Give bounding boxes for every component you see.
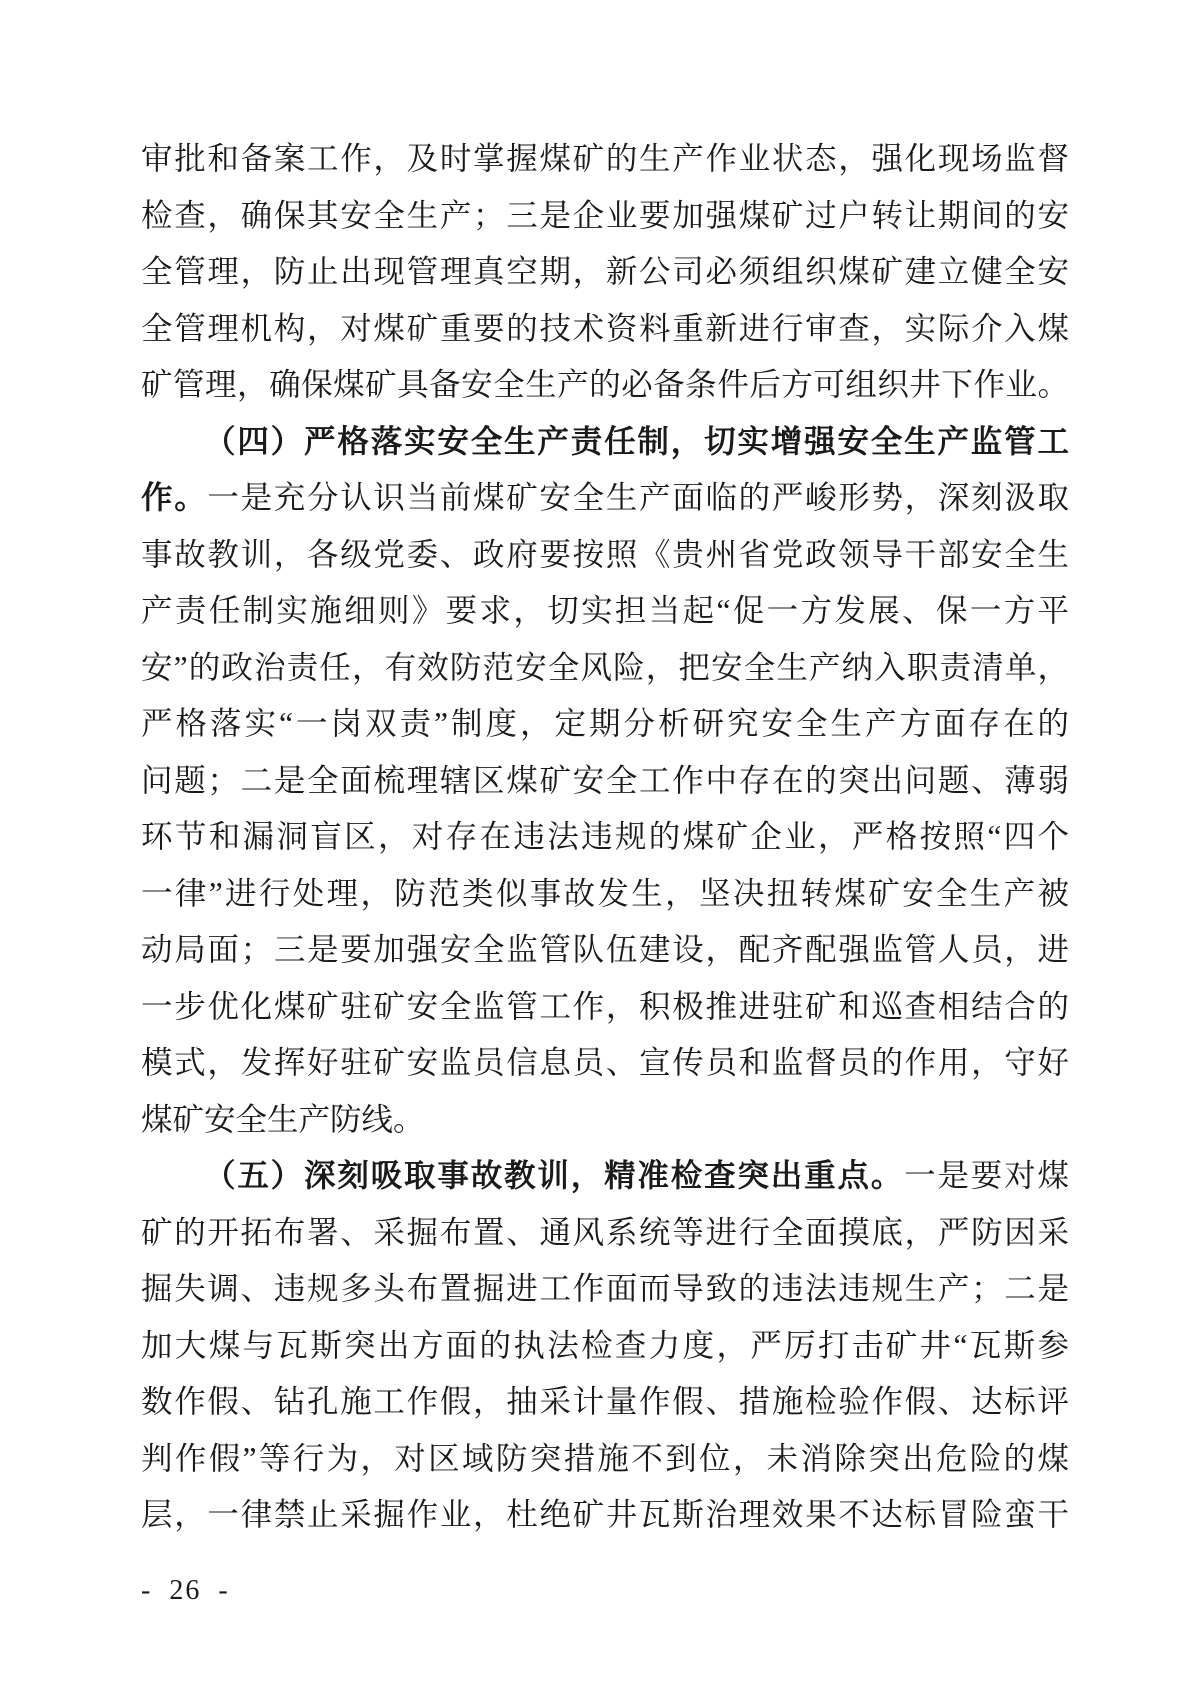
body-text: 数作假、钻孔施工作假，抽采计量作假、措施检验作假、达标评 [141,1384,1069,1419]
body-text: 一律”进行处理，防范类似事故发生，坚决扭转煤矿安全生产被 [141,875,1069,911]
body-text: 模式，发挥好驻矿安监员信息员、宣传员和监督员的作用，守好 [141,1045,1069,1080]
text-line [141,527,1069,584]
text-line [141,583,1069,640]
text-block [141,131,1069,1544]
text-line [141,1431,1069,1488]
text-line [141,1148,1069,1205]
body-text: 掘失调、违规多头布置掘进工作面而导致的违法违规生产；二是 [141,1271,1069,1306]
text-line [141,809,1069,866]
text-line [141,1261,1069,1318]
text-line [141,866,1069,923]
text-line [141,922,1069,979]
text-line [141,357,1069,414]
text-line [141,131,1069,188]
body-text: 全管理，防止出现管理真空期，新公司必须组织煤矿建立健全安 [141,254,1069,289]
body-text: 事故教训，各级党委、政府要按照《贵州省党政领导干部安全生 [141,536,1069,572]
body-text: 问题；二是全面梳理辖区煤矿安全工作中存在的突出问题、薄弱 [141,762,1069,798]
text-line [141,1205,1069,1262]
body-text: 矿的开拓布署、采掘布置、通风系统等进行全面摸底，严防因采 [141,1214,1069,1250]
body-text: 动局面；三是要加强安全监管队伍建设，配齐配强监管人员，进 [141,932,1069,967]
text-line [141,979,1069,1036]
text-line [141,1318,1069,1375]
body-text: 判作假”等行为，对区域防突措施不到位，未消除突出危险的煤 [141,1440,1069,1476]
text-line [141,696,1069,753]
body-text: 一步优化煤矿驻矿安全监管工作，积极推进驻矿和巡查相结合的 [141,988,1069,1024]
text-line [141,470,1069,527]
body-text: 环节和漏洞盲区，对存在违法违规的煤矿企业，严格按照“四个 [141,819,1069,854]
text-line [141,640,1069,697]
body-text: 产责任制实施细则》要求，切实担当起“促一方发展、保一方平 [141,593,1069,628]
body-text: 全管理机构，对煤矿重要的技术资料重新进行审查，实际介入煤 [141,310,1069,346]
body-text: 层，一律禁止采掘作业，杜绝矿井瓦斯治理效果不达标冒险蛮干 [141,1497,1069,1532]
text-line [141,1487,1069,1544]
heading-text: （五）深刻吸取事故教训，精准检查突出重点。 [204,1158,905,1193]
text-line [141,1092,1069,1149]
heading-text: （四）严格落实安全生产责任制，切实增强安全生产监管工 [204,423,1069,459]
page-number: - 26 - [141,1575,230,1606]
body-text: 严格落实“一岗双责”制度，定期分析研究安全生产方面存在的 [141,706,1069,741]
body-text: 审批和备案工作，及时掌握煤矿的生产作业状态，强化现场监督 [141,141,1069,176]
text-line [141,244,1069,301]
body-text: 一是要对煤 [904,1158,1069,1193]
text-line [141,1374,1069,1431]
text-line [141,1035,1069,1092]
body-text: 安”的政治责任，有效防范安全风险，把安全生产纳入职责清单， [141,649,1069,685]
text-line [141,753,1069,810]
text-line [141,301,1069,358]
body-text: 一是充分认识当前煤矿安全生产面临的严峻形势，深刻汲取 [207,480,1069,515]
body-text: 检查，确保其安全生产；三是企业要加强煤矿过户转让期间的安 [141,197,1069,233]
body-text: 加大煤与瓦斯突出方面的执法检查力度，严厉打击矿井“瓦斯参 [141,1327,1069,1363]
heading-text: 作。 [141,480,208,515]
body-text: 煤矿安全生产防线。 [141,1101,425,1137]
body-text: 矿管理，确保煤矿具备安全生产的必备条件后方可组织井下作业。 [141,367,1069,402]
text-line [141,188,1069,245]
text-line [141,414,1069,471]
